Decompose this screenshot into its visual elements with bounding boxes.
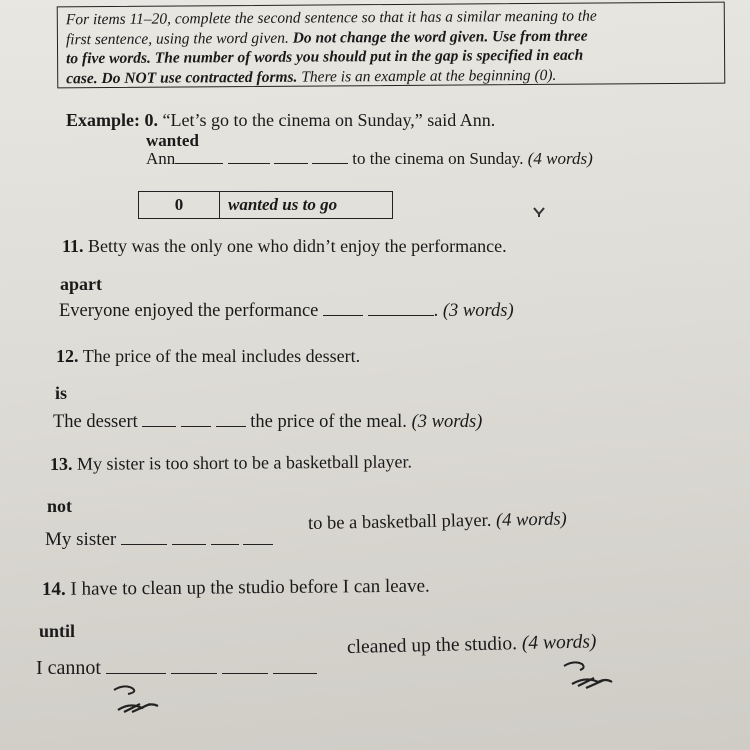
item-14-text: I have to clean up the studio before I can leave. xyxy=(70,575,430,600)
instructions-line-4 xyxy=(66,64,718,88)
item-14-keyword: until xyxy=(39,621,76,641)
item-11-gap-3[interactable] xyxy=(408,301,434,316)
item-14-word-count: (4 words) xyxy=(521,631,597,655)
item-13-start: My sister xyxy=(45,529,117,550)
item-11-gap-2[interactable] xyxy=(368,301,408,316)
item-12-start: The dessert xyxy=(53,412,138,432)
item-12-gap-3[interactable] xyxy=(216,412,246,427)
item-12-word-count: (3 words) xyxy=(411,412,483,432)
item-14-gap-1[interactable] xyxy=(106,659,166,674)
scribble-icon xyxy=(110,680,170,720)
item-14-gap-3[interactable] xyxy=(222,659,268,674)
item-13-word-count: (4 words) xyxy=(495,509,567,531)
example-gap-1 xyxy=(175,149,223,164)
instructions-line-4b: There is an example at the beginning (0). xyxy=(297,66,557,86)
item-12-text: The price of the meal includes dessert. xyxy=(82,346,361,366)
example-word-count: (4 words) xyxy=(527,149,593,168)
item-11-gap-1[interactable] xyxy=(323,301,363,316)
example-table-answer: wanted us to go xyxy=(228,195,338,214)
item-12-keyword: is xyxy=(55,383,68,403)
item-12-sentence xyxy=(56,346,360,367)
item-13-end: to be a basketball player. xyxy=(307,510,492,534)
instructions-line-1: For items 11–20, complete the second sentence so that it has a similar meaning to the xyxy=(65,7,597,29)
example-gap-2 xyxy=(228,149,270,164)
example-start: Ann xyxy=(146,149,176,168)
item-12-number: 12. xyxy=(56,346,79,366)
instructions-line-2b: Do not change the word given. Use from three xyxy=(292,27,588,47)
instructions-box xyxy=(57,2,726,89)
item-11-word-count: (3 words) xyxy=(442,301,514,321)
example-answer-table xyxy=(138,191,393,219)
item-12-end: the price of the meal. xyxy=(250,412,407,432)
example-label: Example: 0. xyxy=(66,110,158,130)
example-table-number: 0 xyxy=(139,192,220,218)
item-13-sentence xyxy=(50,451,412,475)
item-13-completion[interactable] xyxy=(45,529,273,551)
item-11-end: . xyxy=(433,301,439,321)
item-13-gap-3[interactable] xyxy=(211,530,239,545)
item-13-number: 13. xyxy=(49,453,73,474)
example-keyword: wanted xyxy=(146,131,199,150)
item-13-keyword: not xyxy=(47,496,73,516)
item-11-start: Everyone enjoyed the performance xyxy=(59,301,319,321)
example-end: to the cinema on Sunday. xyxy=(352,149,524,168)
item-14-completion[interactable] xyxy=(36,657,317,680)
instructions-line-4a: case. Do NOT use contracted forms. xyxy=(66,68,298,87)
item-14-ending xyxy=(347,631,597,659)
instructions-line-2a: first sentence, using the word given. xyxy=(65,29,293,48)
item-14-gap-4[interactable] xyxy=(273,659,317,674)
item-13-gap-2[interactable] xyxy=(172,530,206,545)
item-13-gap-4[interactable] xyxy=(243,530,273,545)
item-14-end: cleaned up the studio. xyxy=(346,633,518,658)
item-11-completion[interactable] xyxy=(59,301,514,322)
item-12-gap-1[interactable] xyxy=(142,412,176,427)
item-12-completion[interactable] xyxy=(53,412,482,433)
scribble-icon xyxy=(560,658,620,698)
item-11-text: Betty was the only one who didn’t enjoy the performance. xyxy=(88,236,507,256)
item-13-text: My sister is too short to be a basketball player. xyxy=(76,451,413,474)
item-11-sentence xyxy=(62,236,507,257)
item-14-number: 14. xyxy=(41,578,66,600)
item-14-start: I cannot xyxy=(36,657,101,679)
pencil-mark-icon xyxy=(530,202,550,222)
item-11-number: 11. xyxy=(62,236,84,256)
item-12-gap-2[interactable] xyxy=(181,412,211,427)
item-14-gap-2[interactable] xyxy=(171,659,217,674)
item-13-ending xyxy=(308,509,567,535)
example-text: “Let’s go to the cinema on Sunday,” said Ann. xyxy=(162,110,496,130)
item-13-gap-1[interactable] xyxy=(121,530,167,545)
example-gap-3 xyxy=(274,149,308,164)
example-sentence xyxy=(66,110,495,131)
item-11-keyword: apart xyxy=(60,274,102,294)
example-gap-4 xyxy=(312,149,348,164)
example-completion xyxy=(146,149,593,169)
instructions-line-3: to five words. The number of words you should put in the gap is specified in each xyxy=(66,46,584,68)
item-14-sentence xyxy=(42,576,430,601)
